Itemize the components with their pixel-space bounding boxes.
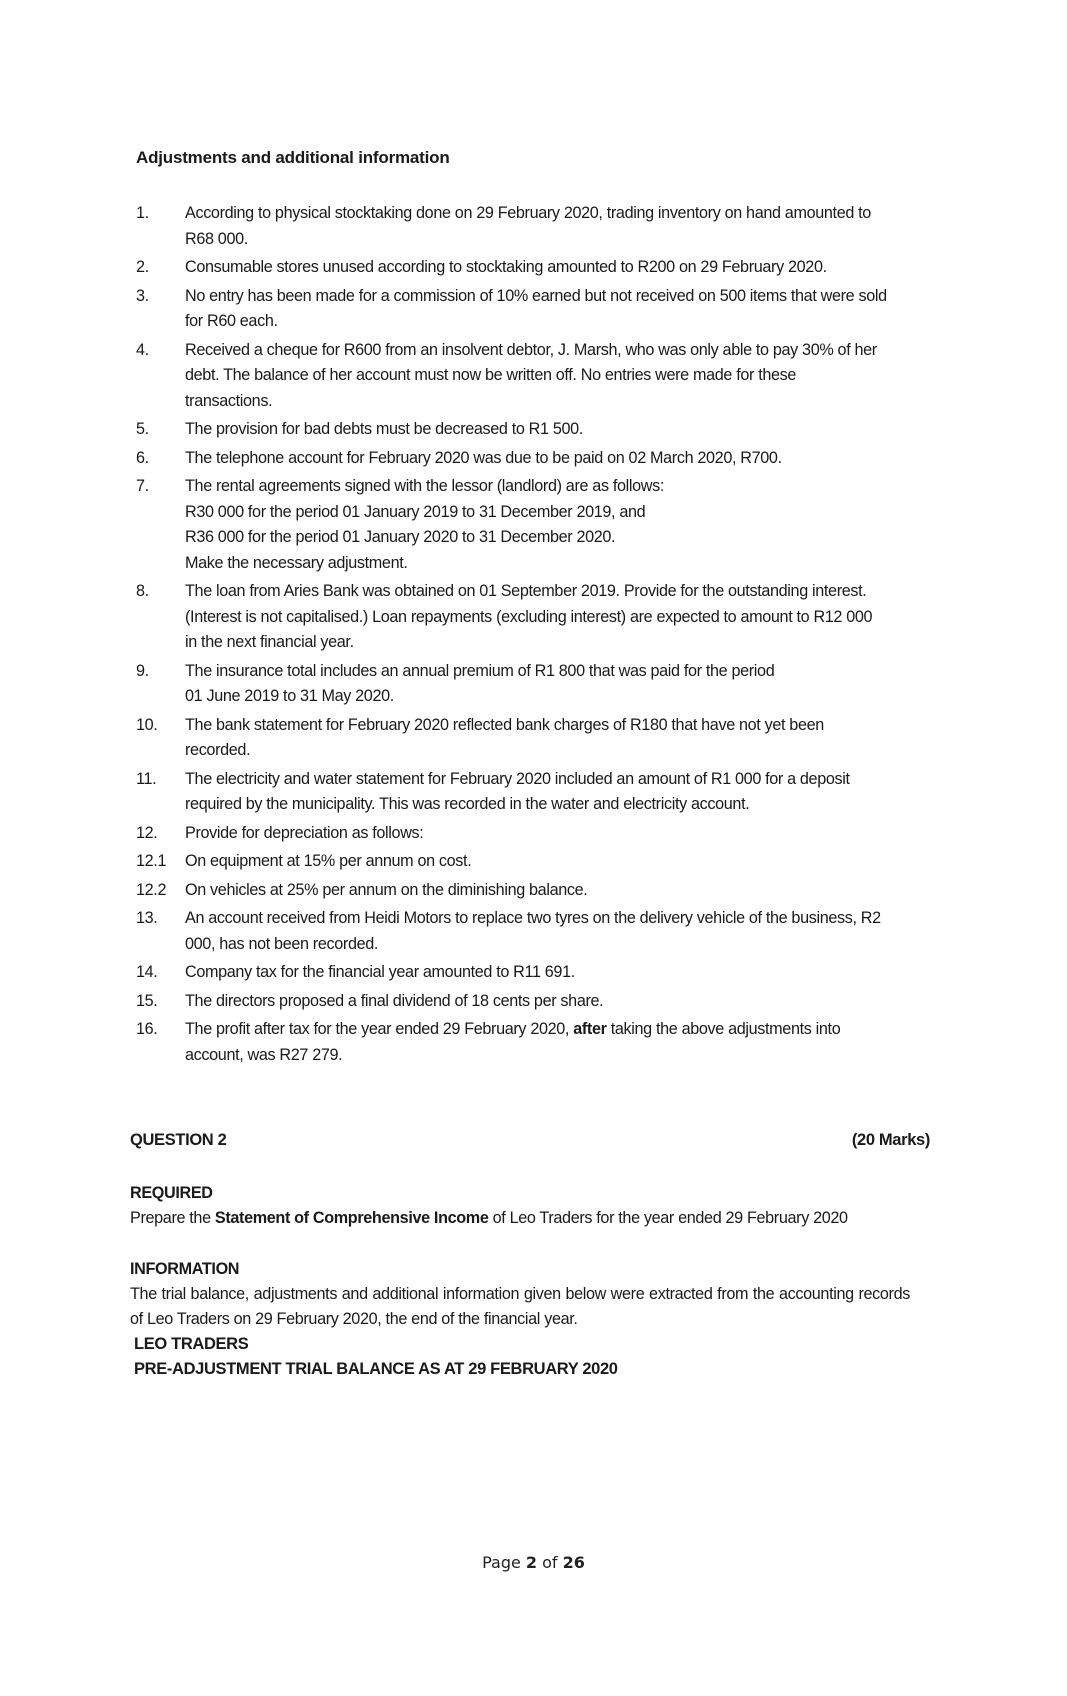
adjustment-number: 7.	[136, 477, 149, 495]
adjustment-line: The directors proposed a final dividend of 18 cents per share.	[185, 991, 604, 1010]
adjustment-number: 11.	[136, 769, 157, 788]
required-text	[130, 1206, 930, 1231]
adjustment-line: in the next financial year.	[185, 633, 354, 651]
adjustment-text	[185, 849, 932, 875]
page-total: 26	[562, 1553, 585, 1572]
adjustment-text	[185, 767, 932, 818]
adjustment-text	[185, 417, 932, 443]
question-2-section	[130, 1128, 930, 1382]
adjustment-line: R30 000 for the period 01 January 2019 to 31 December 2019, and	[185, 502, 646, 521]
adjustment-line: The rental agreements signed with the lessor (landlord) are as follows:	[185, 477, 665, 495]
adjustment-text	[185, 284, 932, 335]
adjustment-line: Company tax for the financial year amounted to R11 691.	[185, 963, 575, 981]
adjustment-number: 4.	[136, 340, 149, 359]
required-heading: REQUIRED	[130, 1184, 213, 1202]
adjustment-item	[136, 767, 932, 818]
adjustment-line: Provide for depreciation as follows:	[185, 823, 424, 842]
adjustment-line: debt. The balance of her account must now be written off. No entries were made for these	[185, 366, 797, 384]
adjustment-item	[136, 284, 932, 335]
adjustment-line: R36 000 for the period 01 January 2020 to 31 December 2020.	[185, 528, 616, 546]
adjustment-number: 15.	[136, 991, 158, 1010]
required-text-part: of Leo Traders for the year ended 29 February 2020	[488, 1209, 848, 1227]
adjustment-item	[136, 989, 932, 1015]
adjustment-line: On vehicles at 25% per annum on the diminishing balance.	[185, 880, 588, 899]
adjustment-number: 12.2	[136, 880, 167, 899]
adjustments-items	[136, 201, 932, 1014]
adjustment-item	[136, 201, 932, 252]
adjustment-item	[136, 878, 932, 904]
adjustment-line: The loan from Aries Bank was obtained on 01 September 2019. Provide for the outstanding interest.	[185, 582, 867, 600]
question-title: QUESTION 2	[130, 1131, 227, 1149]
adjustment-text	[185, 906, 932, 957]
adjustment-item	[136, 579, 932, 656]
adjustment-text	[185, 1017, 932, 1068]
required-text-emphasis: Statement of Comprehensive Income	[214, 1209, 489, 1227]
adjustment-line: 01 June 2019 to 31 May 2020.	[185, 687, 394, 705]
trial-balance-title: PRE-ADJUSTMENT TRIAL BALANCE AS AT 29 FEBRUARY 2020	[134, 1360, 618, 1378]
adjustment-number: 10.	[136, 715, 158, 734]
adjustment-number: 6.	[136, 448, 149, 467]
adjustment-text-part: taking the above adjustments into	[606, 1020, 841, 1038]
adjustment-line: Make the necessary adjustment.	[185, 553, 408, 572]
adjustment-number: 14.	[136, 963, 158, 981]
adjustment-line: recorded.	[185, 741, 251, 759]
adjustment-line: The bank statement for February 2020 reflected bank charges of R180 that have not yet been	[185, 715, 824, 734]
adjustment-text-emphasis: after	[573, 1020, 607, 1038]
adjustment-number: 8.	[136, 582, 149, 600]
adjustment-line: The insurance total includes an annual premium of R1 800 that was paid for the period	[185, 661, 775, 680]
information-text: The trial balance, adjustments and additional information given below were extracted from the accounting records of Leo Traders on 29 February 2020, the end of the financial year.	[130, 1285, 910, 1328]
adjustment-text	[185, 255, 932, 281]
adjustment-text	[185, 659, 932, 710]
adjustment-item	[136, 659, 932, 710]
adjustment-item	[136, 417, 932, 443]
company-name: LEO TRADERS	[134, 1335, 249, 1353]
required-text-part: Prepare the	[130, 1209, 215, 1227]
adjustment-text	[185, 579, 932, 656]
adjustment-number: 13.	[136, 909, 158, 927]
adjustment-line: (Interest is not capitalised.) Loan repayments (excluding interest) are expected to amount to R12 000	[185, 607, 873, 626]
adjustment-item-16	[136, 1017, 932, 1068]
page-footer	[0, 1553, 1067, 1572]
adjustment-line: An account received from Heidi Motors to replace two tyres on the delivery vehicle of the business, R2	[185, 909, 881, 927]
adjustment-line: Received a cheque for R600 from an insolvent debtor, J. Marsh, who was only able to pay 30% of her	[185, 340, 877, 359]
adjustment-item	[136, 960, 932, 986]
adjustment-line: for R60 each.	[185, 312, 278, 330]
adjustments-list	[136, 201, 932, 1071]
adjustment-number: 12.1	[136, 852, 167, 870]
adjustment-number: 16.	[136, 1020, 158, 1038]
adjustment-item	[136, 446, 932, 472]
adjustment-line: Consumable stores unused according to stocktaking amounted to R200 on 29 February 2020.	[185, 258, 827, 276]
adjustment-text	[185, 878, 932, 904]
adjustments-heading: Adjustments and additional information	[136, 148, 450, 167]
question-marks: (20 Marks)	[851, 1131, 930, 1149]
adjustment-item	[136, 849, 932, 875]
adjustment-line: On equipment at 15% per annum on cost.	[185, 852, 472, 870]
adjustment-line: According to physical stocktaking done on 29 February 2020, trading inventory on hand amounted to	[185, 204, 871, 222]
adjustment-line: The provision for bad debts must be decreased to R1 500.	[185, 420, 583, 438]
adjustment-number: 3.	[136, 286, 149, 305]
question-header	[130, 1128, 930, 1153]
adjustment-number: 2.	[136, 258, 149, 276]
adjustment-text	[185, 821, 932, 847]
adjustment-text	[185, 474, 932, 576]
adjustment-item	[136, 906, 932, 957]
adjustment-text	[185, 338, 932, 415]
adjustment-item	[136, 713, 932, 764]
adjustment-item	[136, 255, 932, 281]
adjustment-number: 12.	[136, 823, 158, 842]
adjustment-line: required by the municipality. This was recorded in the water and electricity account.	[185, 795, 750, 813]
adjustment-text	[185, 446, 932, 472]
adjustment-item	[136, 474, 932, 576]
adjustment-line: transactions.	[185, 391, 273, 410]
page-label: Page	[482, 1553, 526, 1572]
page-of: of	[537, 1553, 563, 1572]
adjustment-number: 1.	[136, 204, 149, 222]
adjustment-line: The electricity and water statement for February 2020 included an amount of R1 000 for a deposit	[185, 769, 850, 788]
adjustment-number: 9.	[136, 661, 149, 680]
adjustment-line: R68 000.	[185, 229, 248, 248]
adjustment-line: account, was R27 279.	[185, 1045, 343, 1064]
adjustment-line: 000, has not been recorded.	[185, 934, 379, 953]
page-current: 2	[525, 1553, 538, 1572]
adjustment-item	[136, 821, 932, 847]
adjustment-text	[185, 989, 932, 1015]
adjustment-text	[185, 713, 932, 764]
adjustment-line	[185, 1017, 932, 1043]
adjustment-text	[185, 960, 932, 986]
adjustment-line: The telephone account for February 2020 was due to be paid on 02 March 2020, R700.	[185, 448, 782, 467]
adjustment-text-part: The profit after tax for the year ended 29 February 2020,	[185, 1020, 574, 1038]
adjustment-line: No entry has been made for a commission of 10% earned but not received on 500 items that were sold	[185, 286, 887, 305]
adjustment-text	[185, 201, 932, 252]
information-heading: INFORMATION	[130, 1260, 240, 1278]
adjustment-number: 5.	[136, 420, 149, 438]
adjustment-item	[136, 338, 932, 415]
